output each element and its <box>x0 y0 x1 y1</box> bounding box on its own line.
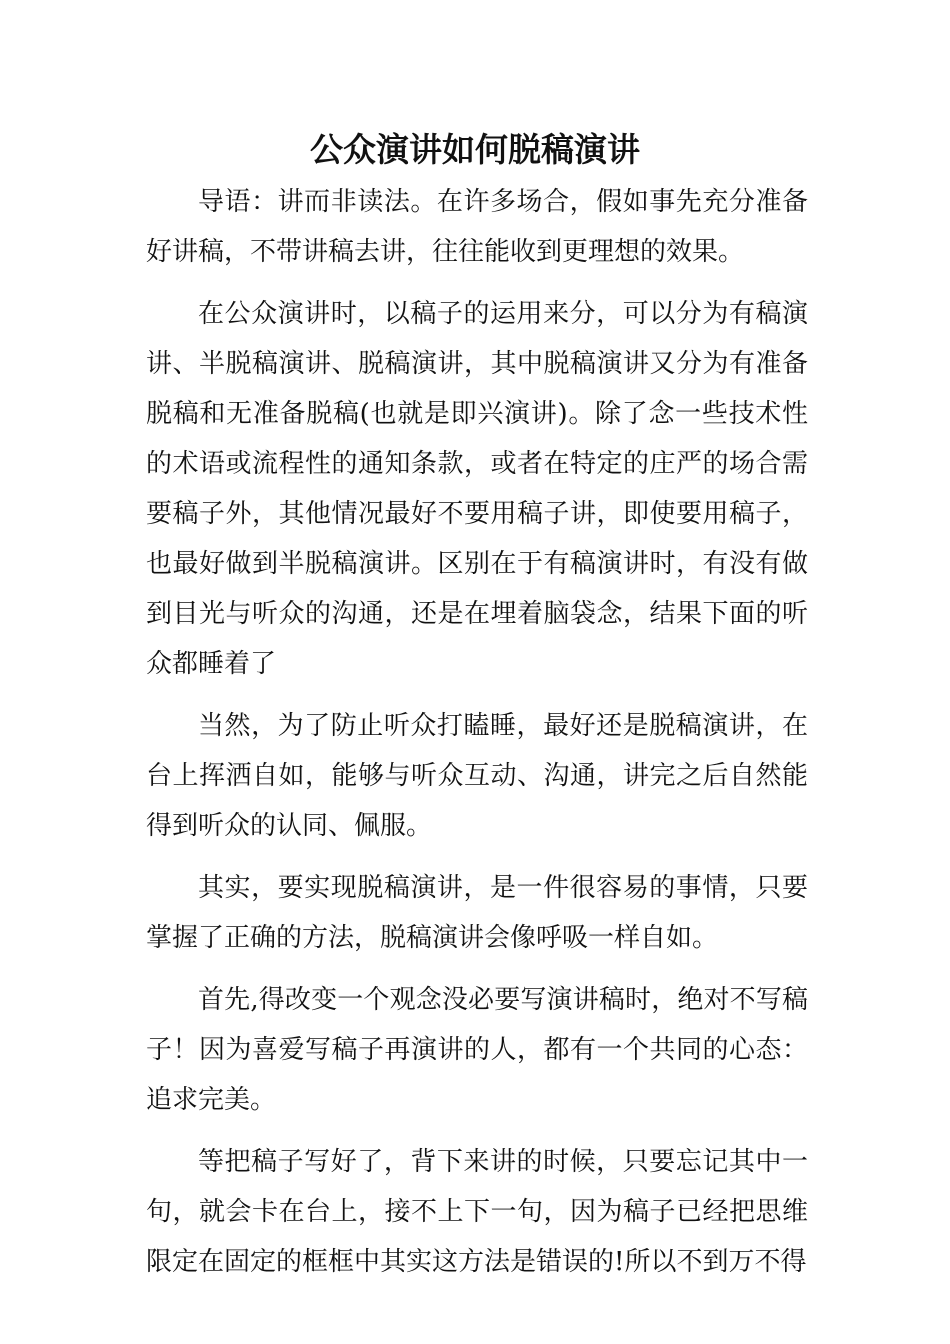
page-title: 公众演讲如何脱稿演讲 <box>310 130 640 169</box>
paragraph-intro: 导语：讲而非读法。在许多场合，假如事先充分准备好讲稿，不带讲稿去讲，往往能收到更理想的效果。 <box>146 187 808 267</box>
paragraph-types: 在公众演讲时，以稿子的运用来分，可以分为有稿演讲、半脱稿演讲、脱稿演讲，其中脱稿演讲又分为有准备脱稿和无准备脱稿(也就是即兴演讲)。除了念一些技术性的术语或流程性的通知条款，或者在特定的庄严的场合需要稿子外，其他情况最好不要用稿子讲，即使要用稿子，也最好做到半脱稿演讲。区别在于有稿演讲时，有没有做到目光与听众的沟通，还是在埋着脑袋念，结果下面的听众都睡着了 <box>146 299 808 679</box>
document-body <box>146 177 808 1287</box>
paragraph-advantage: 当然，为了防止听众打瞌睡，最好还是脱稿演讲，在台上挥洒自如，能够与听众互动、沟通，讲完之后自然能得到听众的认同、佩服。 <box>146 711 808 841</box>
paragraph-first: 首先,得改变一个观念没必要写演讲稿时，绝对不写稿子！因为喜爱写稿子再演讲的人，都有一个共同的心态：追求完美。 <box>146 985 808 1115</box>
paragraph-easy: 其实，要实现脱稿演讲，是一件很容易的事情，只要掌握了正确的方法，脱稿演讲会像呼吸一样自如。 <box>146 873 808 953</box>
paragraph-memorize: 等把稿子写好了，背下来讲的时候，只要忘记其中一句，就会卡在台上，接不上下一句，因为稿子已经把思维限定在固定的框框中其实这方法是错误的!所以不到万不得 <box>146 1147 808 1277</box>
